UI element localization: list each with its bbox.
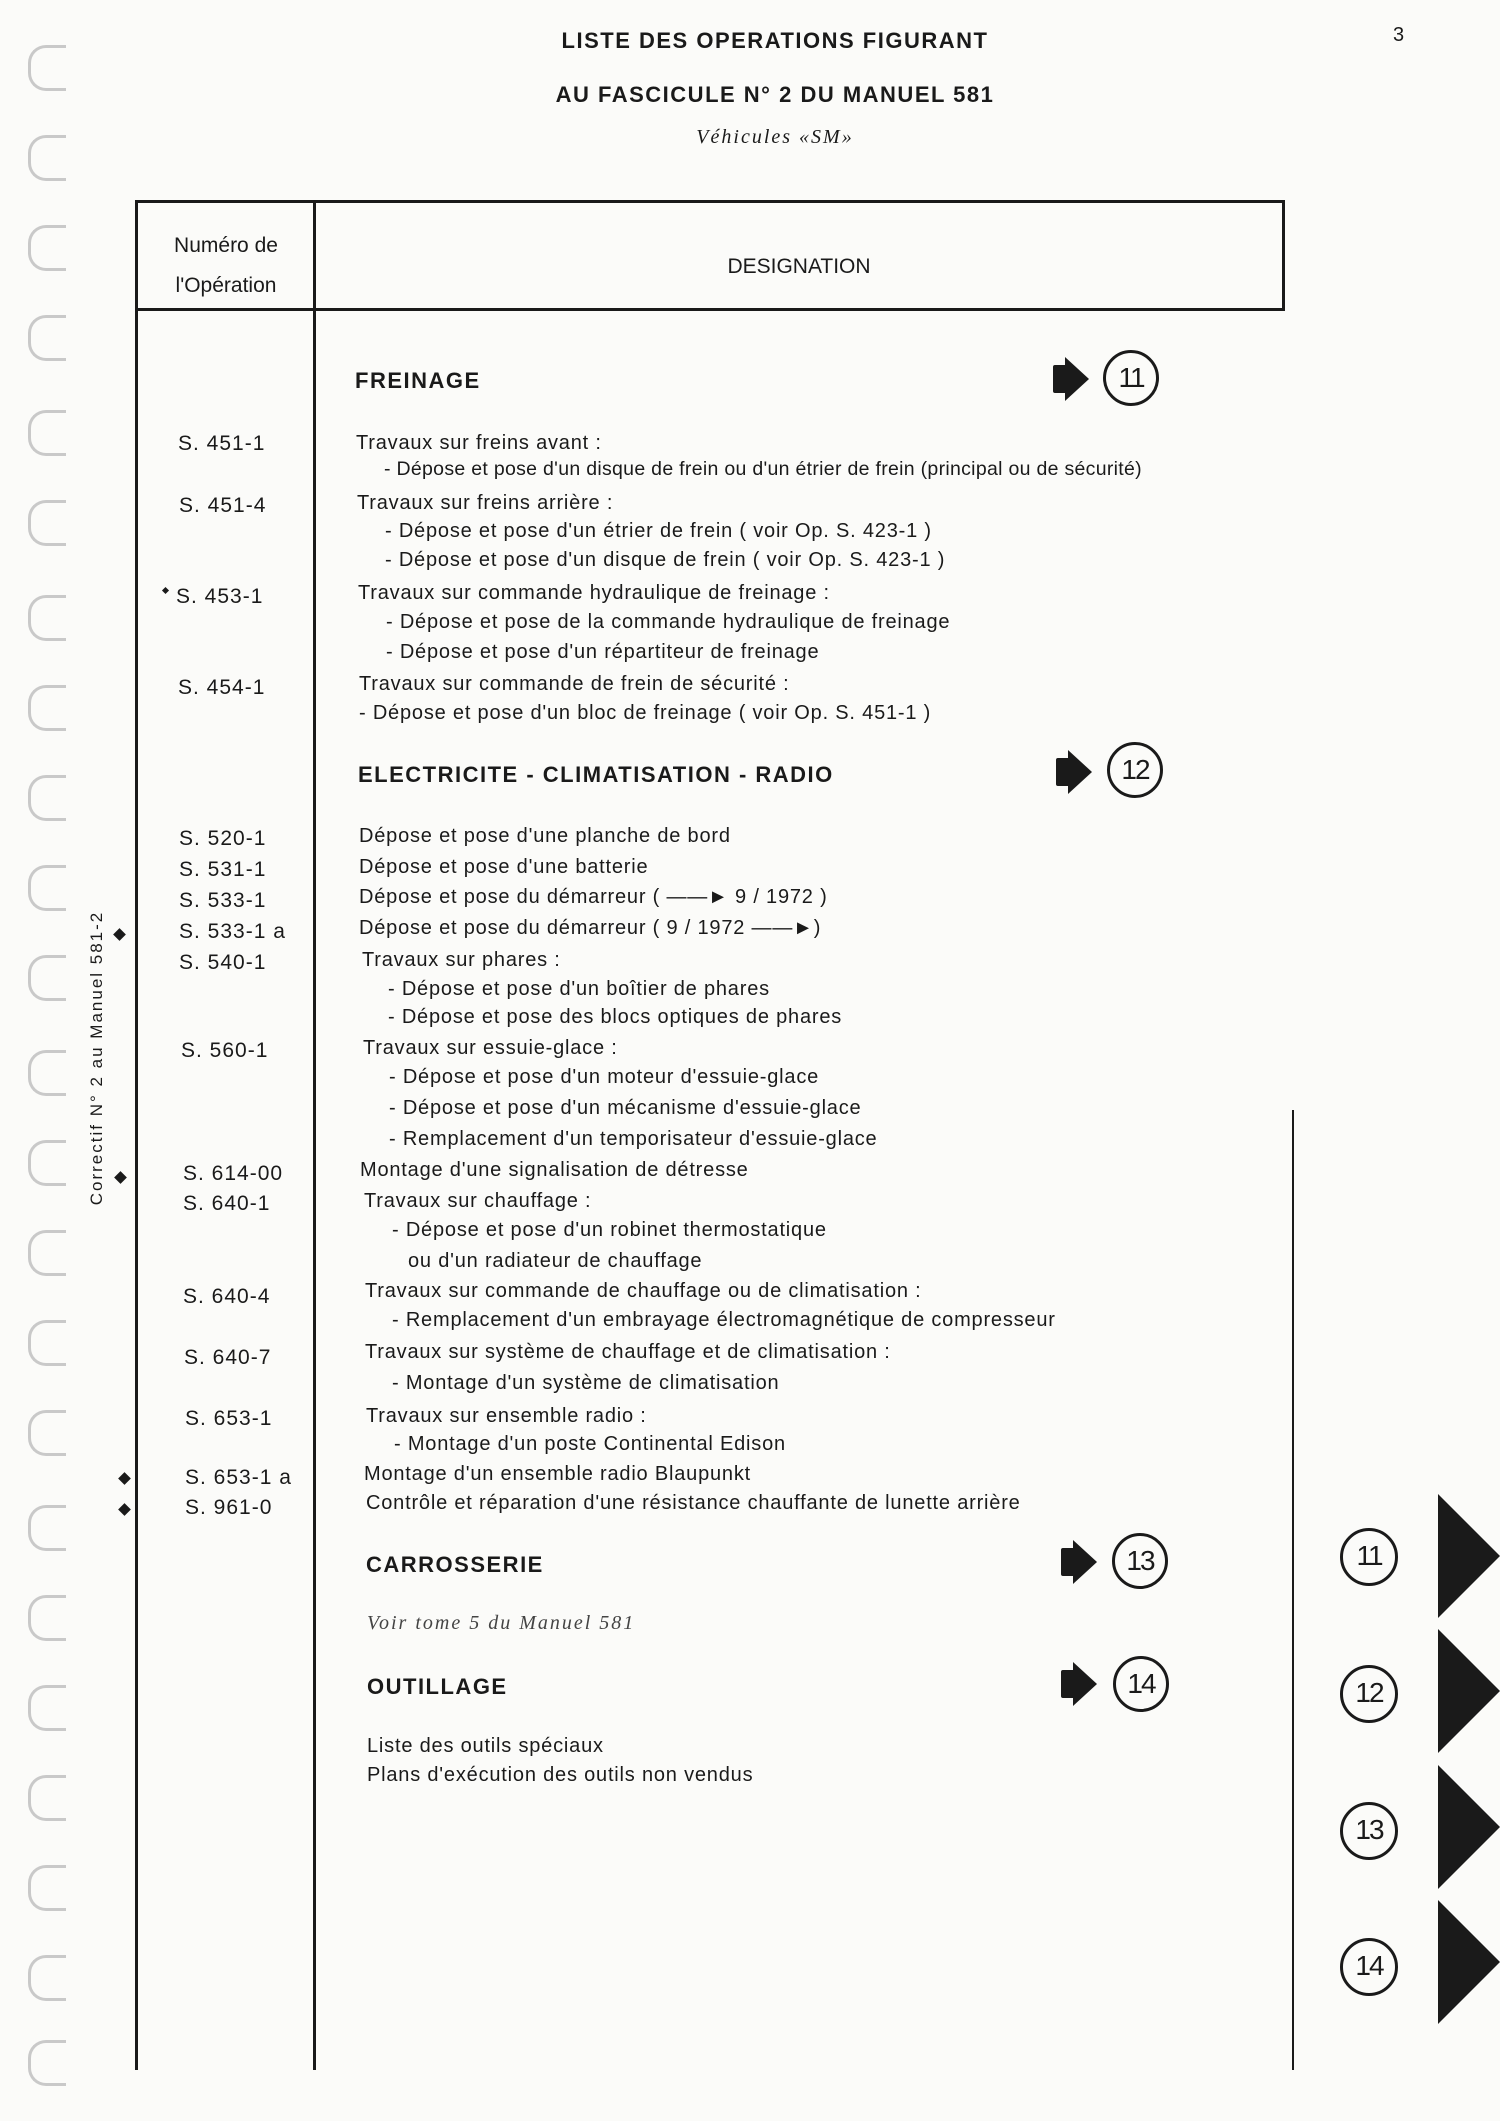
section-badge-14: 14 (1113, 1656, 1169, 1712)
edge-tab-arrow-12[interactable] (1428, 1629, 1500, 1753)
column-header-number-text: Numéro de l'Opération (174, 234, 278, 297)
operation-text: - Remplacement d'un embrayage électromagnétique de compresseur (392, 1309, 1056, 1331)
edge-tab-arrow-13[interactable] (1428, 1765, 1500, 1889)
section-title-outillage: OUTILLAGE (367, 1674, 508, 1699)
section-badge-11: 11 (1103, 350, 1159, 406)
operation-number: S. 451-4 (179, 494, 267, 517)
operation-text: Dépose et pose d'une planche de bord (359, 825, 731, 847)
operation-number: S. 451-1 (178, 432, 266, 455)
operation-text: - Dépose et pose d'un étrier de frein ( voir Op. S. 423-1 ) (385, 520, 932, 542)
binder-ring-icon (28, 955, 66, 1001)
operation-number: S. 520-1 (179, 827, 267, 850)
operation-text: - Dépose et pose d'un robinet thermostatique (392, 1219, 827, 1241)
operation-text: Travaux sur freins avant : (356, 432, 602, 454)
operation-text: - Dépose et pose de la commande hydraulique de freinage (386, 611, 951, 633)
arrow-right-icon (1073, 1540, 1097, 1584)
binder-ring-icon (28, 1050, 66, 1096)
binder-ring-icon (28, 1685, 66, 1731)
change-marker-icon (113, 928, 126, 941)
binder-ring-icon (28, 775, 66, 821)
column-header-designation: DESIGNATION (727, 255, 871, 278)
operation-text: Montage d'une signalisation de détresse (360, 1159, 749, 1181)
arrow-right-icon (1068, 750, 1092, 794)
operation-number: S. 531-1 (179, 858, 267, 881)
document-subtitle: AU FASCICULE N° 2 DU MANUEL 581 (555, 82, 995, 107)
operation-number: S. 453-1 (176, 585, 264, 608)
section-title-carrosserie: CARROSSERIE (366, 1552, 544, 1577)
operation-text: Contrôle et réparation d'une résistance chauffante de lunette arrière (366, 1492, 1021, 1514)
column-divider (313, 200, 316, 2070)
section-badge-13: 13 (1112, 1533, 1168, 1589)
binder-ring-icon (28, 410, 66, 456)
operation-number: S. 640-1 (183, 1192, 271, 1215)
operation-number: S. 640-7 (184, 1346, 272, 1369)
operation-text: - Dépose et pose d'un moteur d'essuie-glace (389, 1066, 820, 1088)
binder-ring-icon (28, 1140, 66, 1186)
table-right-border (1282, 200, 1285, 310)
edge-tab-arrow-11[interactable] (1428, 1494, 1500, 1618)
operation-text: - Dépose et pose d'un disque de frein ou d'un étrier de frein (principal ou de sécurité) (384, 458, 1142, 480)
operation-text: Dépose et pose du démarreur ( ——► 9 / 1972 ) (359, 886, 828, 908)
operation-number: S. 533-1 (179, 889, 267, 912)
operation-text: Travaux sur ensemble radio : (366, 1405, 647, 1427)
binder-ring-icon (28, 1410, 66, 1456)
binder-ring-icon (28, 1595, 66, 1641)
operation-text: Travaux sur freins arrière : (357, 492, 614, 514)
operation-text: Dépose et pose du démarreur ( 9 / 1972 ——►) (359, 917, 822, 939)
outillage-item: Liste des outils spéciaux (367, 1735, 604, 1757)
binder-ring-icon (28, 1230, 66, 1276)
operation-number: S. 614-00 (183, 1162, 284, 1185)
binder-ring-icon (28, 595, 66, 641)
operation-number: S. 653-1 (185, 1407, 273, 1430)
binder-ring-icon (28, 1775, 66, 1821)
operation-text: Travaux sur commande de frein de sécurité : (359, 673, 790, 695)
outillage-item: Plans d'exécution des outils non vendus (367, 1764, 754, 1786)
operation-text: - Montage d'un poste Continental Edison (394, 1433, 786, 1455)
vehicle-label: Véhicules «SM» (696, 126, 854, 148)
operation-text: - Montage d'un système de climatisation (392, 1372, 780, 1394)
operation-text: - Remplacement d'un temporisateur d'essuie-glace (389, 1128, 878, 1150)
operation-text: Dépose et pose d'une batterie (359, 856, 649, 878)
column-header-number (140, 226, 312, 306)
binder-ring-icon (28, 315, 66, 361)
document-title: LISTE DES OPERATIONS FIGURANT (561, 28, 989, 53)
operation-text: - Dépose et pose d'un répartiteur de freinage (386, 641, 820, 663)
operation-number: S. 961-0 (185, 1496, 273, 1519)
operation-text: Montage d'un ensemble radio Blaupunkt (364, 1463, 751, 1485)
binder-ring-icon (28, 2040, 66, 2086)
operation-number: S. 454-1 (178, 676, 266, 699)
operation-text: ou d'un radiateur de chauffage (408, 1250, 703, 1272)
binder-ring-icon (28, 1865, 66, 1911)
operation-text: Travaux sur commande de chauffage ou de climatisation : (365, 1280, 922, 1302)
edge-tab-badge-11[interactable]: 11 (1340, 1528, 1398, 1586)
edge-tab-arrow-14[interactable] (1428, 1900, 1500, 2024)
operation-text: - Dépose et pose des blocs optiques de phares (388, 1006, 843, 1028)
operation-text: - Dépose et pose d'un bloc de freinage ( voir Op. S. 451-1 ) (359, 702, 932, 724)
operation-number: S. 640-4 (183, 1285, 271, 1308)
binder-ring-icon (28, 685, 66, 731)
edge-tab-badge-14[interactable]: 14 (1340, 1938, 1398, 1996)
operation-number: S. 540-1 (179, 951, 267, 974)
change-marker-icon (118, 1503, 131, 1516)
operation-text: Travaux sur commande hydraulique de freinage : (358, 582, 830, 604)
binder-ring-icon (28, 225, 66, 271)
change-marker-icon (114, 1171, 127, 1184)
table-top-border (135, 200, 1285, 203)
page-number: 3 (1393, 24, 1405, 46)
binder-ring-icon (28, 865, 66, 911)
arrow-right-icon (1073, 1662, 1097, 1706)
section-title-freinage: FREINAGE (355, 368, 481, 393)
operation-text: Travaux sur essuie-glace : (363, 1037, 618, 1059)
table-right-border-lower (1292, 1110, 1294, 2070)
operation-text: - Dépose et pose d'un disque de frein ( voir Op. S. 423-1 ) (385, 549, 946, 571)
section-title-electricite: ELECTRICITE - CLIMATISATION - RADIO (358, 762, 834, 787)
operation-text: Travaux sur phares : (362, 949, 561, 971)
change-marker-icon (162, 587, 169, 594)
header-divider (135, 308, 1285, 311)
edge-tab-badge-12[interactable]: 12 (1340, 1665, 1398, 1723)
operation-number: S. 560-1 (181, 1039, 269, 1062)
operation-text: Travaux sur système de chauffage et de climatisation : (365, 1341, 891, 1363)
change-marker-icon (118, 1472, 131, 1485)
operation-number: S. 533-1 a (179, 920, 286, 943)
edge-tab-badge-13[interactable]: 13 (1340, 1802, 1398, 1860)
section-badge-12: 12 (1107, 742, 1163, 798)
operation-text: - Dépose et pose d'un boîtier de phares (388, 978, 770, 1000)
binder-ring-icon (28, 1955, 66, 2001)
carrosserie-note: Voir tome 5 du Manuel 581 (367, 1612, 636, 1634)
arrow-right-icon (1065, 357, 1089, 401)
operation-number: S. 653-1 a (185, 1466, 292, 1489)
operation-text: Travaux sur chauffage : (364, 1190, 592, 1212)
binder-ring-icon (28, 1505, 66, 1551)
binder-ring-icon (28, 1320, 66, 1366)
binder-ring-icon (28, 500, 66, 546)
side-label: Correctif N° 2 au Manuel 581-2 (87, 910, 106, 1206)
table-left-border (135, 200, 138, 2070)
operation-text: - Dépose et pose d'un mécanisme d'essuie-glace (389, 1097, 862, 1119)
